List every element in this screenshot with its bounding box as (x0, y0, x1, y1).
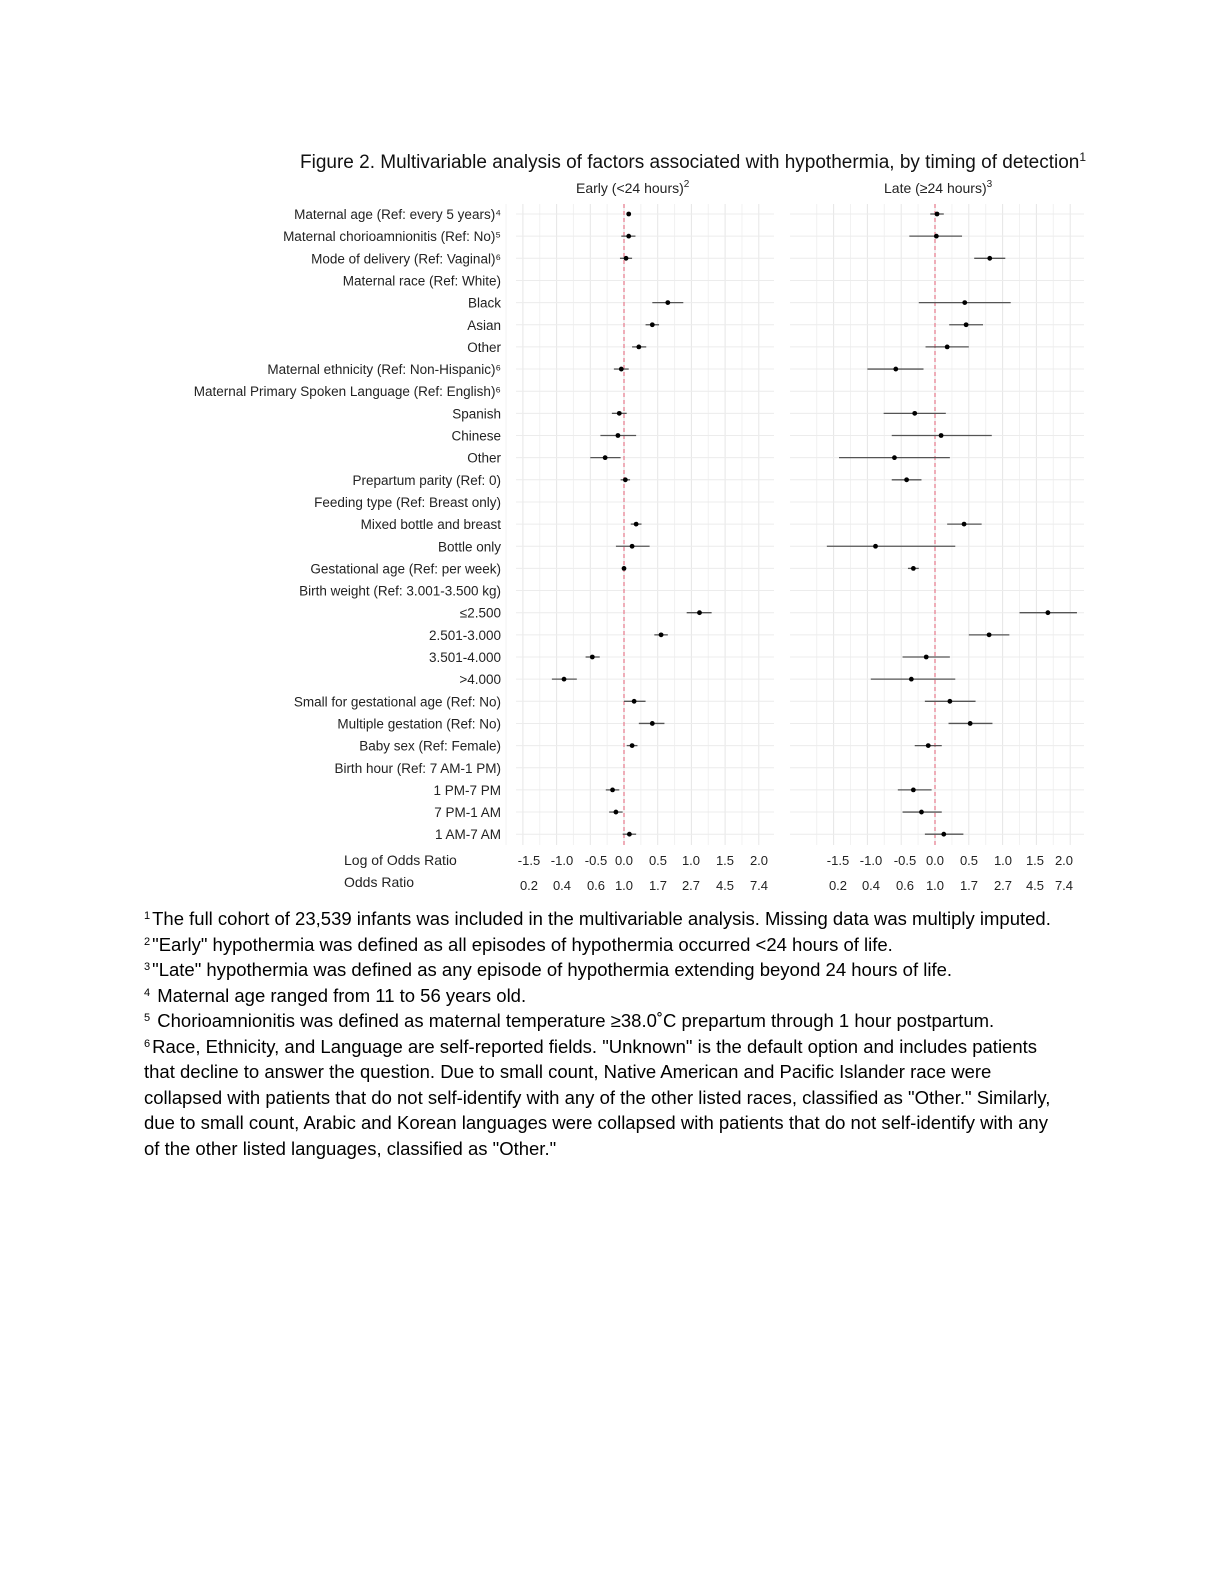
footnote-marker: 2 (144, 935, 151, 948)
point-estimate (624, 256, 629, 261)
row-label: Other (467, 450, 501, 466)
point-estimate (968, 721, 973, 726)
odds-ratio-tick-label: 0.4 (861, 878, 881, 893)
footnote-marker: 1 (144, 910, 151, 922)
point-estimate (636, 345, 641, 350)
row-label: ≤2.500 (459, 605, 501, 621)
row-label: 7 PM-1 AM (434, 805, 501, 821)
point-estimate (630, 743, 635, 748)
point-estimate (634, 522, 639, 527)
odds-ratio-tick-label: 0.6 (895, 878, 915, 893)
point-estimate (911, 788, 916, 793)
footnote-text: Chorioamnionitis was defined as maternal temperature ≥38.0˚C prepartum through 1 hour postpartum. (152, 1010, 995, 1031)
log-odds-tick-label: 1.5 (1025, 853, 1045, 868)
point-estimate (912, 411, 917, 416)
row-label: Maternal chorioamnionitis (Ref: No)⁵ (283, 229, 501, 245)
point-estimate (619, 367, 624, 372)
log-odds-tick-label: 0.5 (648, 853, 668, 868)
odds-ratio-tick-label: 4.5 (1025, 878, 1045, 893)
row-label: Maternal race (Ref: White) (342, 273, 501, 289)
point-estimate (590, 655, 595, 660)
figure-title-sup: 1 (1079, 150, 1087, 164)
point-estimate (630, 544, 635, 549)
row-label: Baby sex (Ref: Female) (359, 738, 501, 754)
point-estimate (622, 566, 627, 571)
point-estimate (665, 300, 670, 305)
point-estimate (904, 477, 909, 482)
footnote (144, 1034, 1064, 1162)
row-label: Maternal age (Ref: every 5 years)⁴ (294, 207, 501, 222)
panel-title (576, 179, 690, 196)
row-label: Maternal Primary Spoken Language (Ref: English)⁶ (193, 384, 501, 400)
odds-ratio-tick-label: 0.4 (552, 878, 572, 893)
log-odds-tick-label: 0.0 (614, 853, 634, 868)
odds-ratio-tick-label: 7.4 (1054, 878, 1074, 893)
odds-ratio-tick-label: 1.7 (648, 878, 668, 893)
odds-ratio-tick-label: 1.0 (614, 878, 634, 893)
footnote (144, 906, 1064, 932)
row-label: Bottle only (437, 539, 501, 555)
odds-ratio-tick-label: 1.7 (959, 878, 979, 893)
point-estimate (892, 455, 897, 460)
odds-ratio-tick-label: 2.7 (681, 878, 701, 893)
footnote-marker: 5 (144, 1012, 151, 1024)
point-estimate (610, 788, 615, 793)
log-odds-tick-label: 1.5 (715, 853, 735, 868)
row-label: Prepartum parity (Ref: 0) (352, 472, 501, 488)
odds-ratio-tick-label: 2.7 (993, 878, 1013, 893)
point-estimate (945, 345, 950, 350)
row-label: Black (467, 295, 501, 311)
panel-title-sup: 2 (683, 179, 690, 190)
point-estimate (893, 367, 898, 372)
point-estimate (919, 810, 924, 815)
log-odds-tick-label: -0.5 (893, 853, 917, 868)
figure-title-text: Figure 2. Multivariable analysis of factors associated with hypothermia, by timing of detection (300, 152, 1080, 173)
row-label: Mode of delivery (Ref: Vaginal)⁶ (311, 251, 501, 267)
point-estimate (623, 477, 628, 482)
row-label: Spanish (452, 406, 501, 422)
row-label: Maternal ethnicity (Ref: Non-Hispanic)⁶ (267, 362, 501, 378)
point-estimate (616, 433, 621, 438)
point-estimate (962, 300, 967, 305)
point-estimate (941, 832, 946, 837)
footnote-text: Maternal age ranged from 11 to 56 years old. (152, 984, 527, 1006)
forest-panel-early (506, 179, 774, 893)
point-estimate (939, 433, 944, 438)
row-label: Birth weight (Ref: 3.001-3.500 kg) (299, 583, 501, 599)
log-odds-tick-label: 0.0 (925, 853, 945, 868)
footnote-text: The full cohort of 23,539 infants was included in the multivariable analysis. Missing data was multiply imputed. (152, 908, 1051, 929)
footnote (144, 957, 1064, 983)
point-estimate (627, 832, 632, 837)
row-label: 1 PM-7 PM (433, 782, 501, 798)
log-odds-tick-label: 2.0 (1054, 853, 1074, 868)
point-estimate (947, 699, 952, 704)
footnote (144, 932, 1064, 958)
point-estimate (562, 677, 567, 682)
panel-title-sup: 3 (986, 179, 993, 190)
footnote (144, 983, 1064, 1009)
log-odds-tick-label: -1.0 (859, 853, 883, 868)
odds-ratio-axis-label: Odds Ratio (344, 874, 415, 890)
odds-ratio-tick-label: 7.4 (749, 878, 769, 893)
row-label: >4.000 (459, 672, 501, 688)
point-estimate (697, 610, 702, 615)
point-estimate (650, 322, 655, 327)
point-estimate (614, 810, 619, 815)
footnote-marker: 4 (144, 986, 151, 999)
log-odds-tick-label: -0.5 (584, 853, 608, 868)
log-odds-tick-label: 1.0 (681, 853, 701, 868)
row-label: 1 AM-7 AM (434, 827, 501, 843)
point-estimate (626, 234, 631, 239)
point-estimate (987, 256, 992, 261)
point-estimate (873, 544, 878, 549)
footnote-text: Race, Ethnicity, and Language are self-reported fields. "Unknown" is the default option and includes patients that decline to answer the question. Due to small count, Native American and Pacific Islander race were collapsed with patients that do not self-identify with any of the other listed races, classified as "Other." Similarly, due to small count, Arabic and Korean languages were collapsed with patients that do not self-identify with any of the other listed languages, classified as "Other." (144, 1035, 1051, 1159)
log-odds-tick-label: -1.5 (826, 853, 850, 868)
point-estimate (935, 212, 940, 217)
row-label: Small for gestational age (Ref: No) (293, 694, 501, 710)
footnote-text: "Early" hypothermia was defined as all episodes of hypothermia occurred <24 hours of life. (152, 933, 893, 955)
footnote-text: "Late" hypothermia was defined as any episode of hypothermia extending beyond 24 hours of life. (152, 959, 953, 980)
point-estimate (964, 322, 969, 327)
log-odds-tick-label: 1.0 (993, 853, 1013, 868)
row-label: Birth hour (Ref: 7 AM-1 PM) (334, 760, 501, 776)
footnote (144, 1008, 1064, 1034)
point-estimate (603, 455, 608, 460)
forest-panels (506, 179, 1084, 893)
row-label: 2.501-3.000 (428, 627, 501, 643)
point-estimate (1045, 610, 1050, 615)
log-odds-tick-label: -1.5 (517, 853, 541, 868)
row-label: Multiple gestation (Ref: No) (337, 716, 501, 732)
row-label: Chinese (451, 428, 501, 444)
log-odds-tick-label: 0.5 (959, 853, 979, 868)
point-estimate (987, 632, 992, 637)
point-estimate (659, 632, 664, 637)
point-estimate (617, 411, 622, 416)
point-estimate (926, 743, 931, 748)
row-label: 3.501-4.000 (428, 650, 501, 665)
row-label: Gestational age (Ref: per week) (310, 561, 501, 577)
footnotes (144, 906, 1064, 1161)
footnote-marker: 3 (144, 961, 151, 973)
log-odds-tick-label: -1.0 (550, 853, 574, 868)
panel-title (884, 179, 993, 196)
log-odds-tick-label: 2.0 (749, 853, 769, 868)
row-label: Other (467, 339, 501, 355)
point-estimate (626, 212, 631, 217)
odds-ratio-tick-label: 1.0 (925, 878, 945, 893)
point-estimate (962, 522, 967, 527)
point-estimate (650, 721, 655, 726)
point-estimate (924, 655, 929, 660)
panel-title-text: Early (<24 hours) (576, 180, 684, 196)
point-estimate (934, 234, 939, 239)
odds-ratio-tick-label: 0.2 (828, 878, 848, 893)
x-axis-labels (344, 852, 457, 890)
row-labels (194, 207, 502, 842)
odds-ratio-tick-label: 4.5 (715, 878, 735, 893)
log-odds-axis-label: Log of Odds Ratio (344, 852, 457, 868)
odds-ratio-tick-label: 0.2 (519, 878, 539, 893)
row-label: Feeding type (Ref: Breast only) (314, 494, 501, 510)
forest-panel-late (790, 179, 1084, 893)
point-estimate (632, 699, 637, 704)
figure-title (300, 150, 1086, 173)
row-label: Asian (467, 317, 501, 333)
point-estimate (909, 677, 914, 682)
odds-ratio-tick-label: 0.6 (586, 878, 606, 893)
point-estimate (911, 566, 916, 571)
panel-title-text: Late (≥24 hours) (884, 180, 987, 196)
footnote-marker: 6 (144, 1037, 151, 1050)
row-label: Mixed bottle and breast (360, 517, 501, 533)
